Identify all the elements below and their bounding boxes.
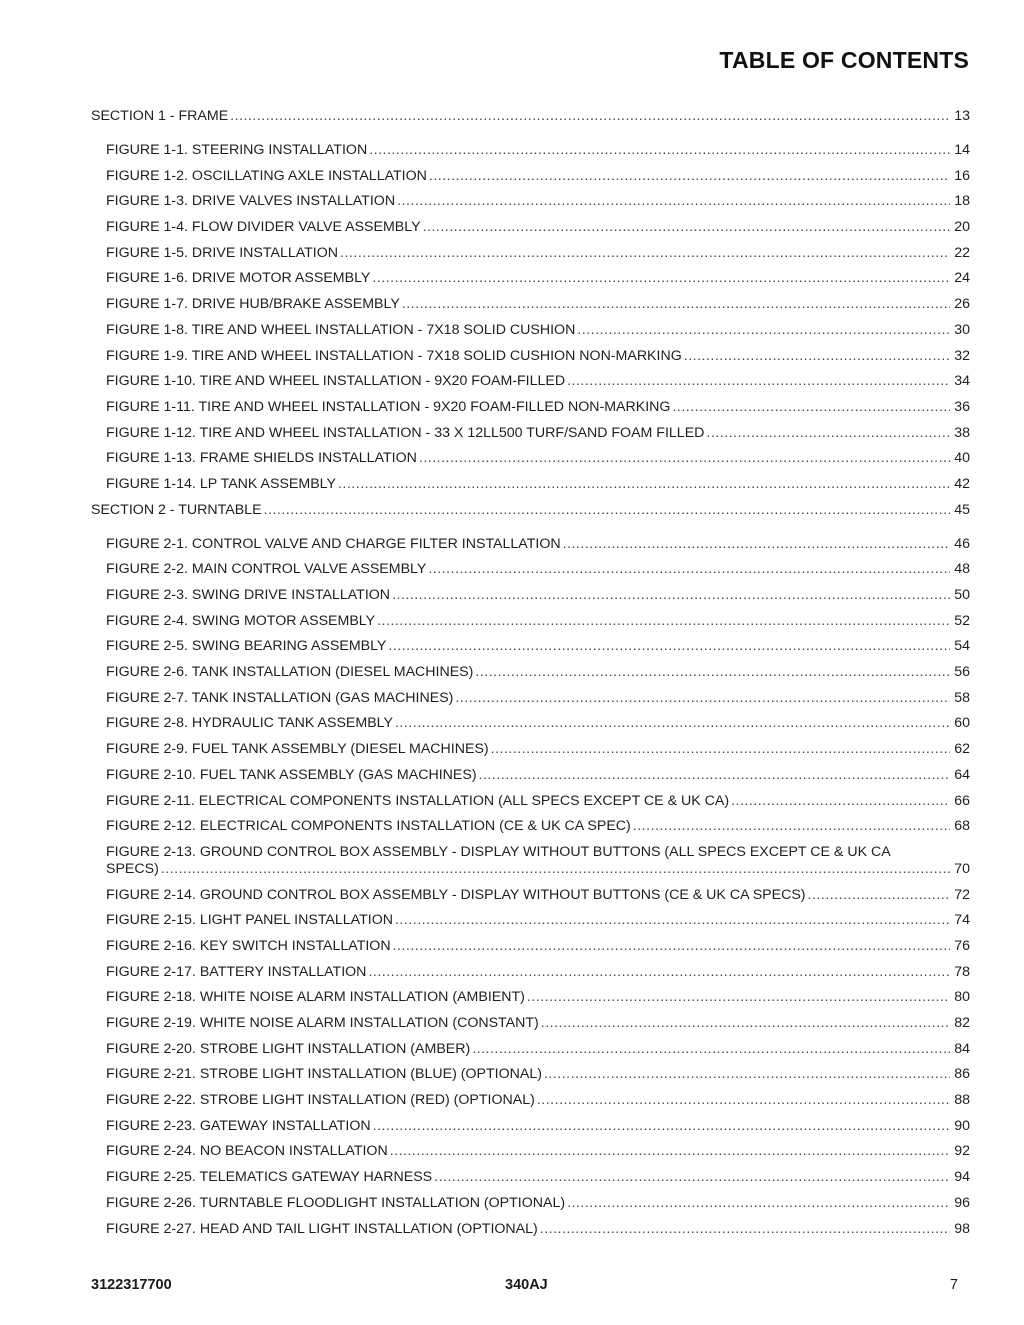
toc-entry-figure[interactable] [91, 245, 970, 262]
toc-entry-page: 74 [954, 912, 970, 929]
toc-entry-page: 46 [954, 535, 970, 552]
dot-leader [388, 638, 950, 655]
toc-entry-figure[interactable] [91, 536, 970, 553]
toc-entry-title: FIGURE 2-18. WHITE NOISE ALARM INSTALLATION (AMBIENT) [106, 989, 525, 1006]
toc-entry-title: FIGURE 2-15. LIGHT PANEL INSTALLATION [106, 912, 393, 929]
page-number: 7 [949, 1277, 958, 1293]
dot-leader [402, 296, 950, 313]
toc-entry-title: FIGURE 2-7. TANK INSTALLATION (GAS MACHINES) [106, 689, 454, 706]
dot-leader [472, 1041, 950, 1058]
dot-leader [567, 1195, 950, 1212]
toc-entry-page: 20 [954, 219, 970, 236]
toc-entry-title: FIGURE 2-22. STROBE LIGHT INSTALLATION (RED) (OPTIONAL) [106, 1092, 535, 1109]
toc-entry-figure[interactable] [91, 373, 970, 390]
dot-leader [633, 818, 950, 835]
toc-entry-page: 56 [954, 664, 970, 681]
dot-leader [541, 1015, 950, 1032]
toc-entry-figure[interactable] [91, 1092, 970, 1109]
toc-entry-page: 52 [954, 612, 970, 629]
dot-leader [419, 450, 950, 467]
dot-leader [434, 1169, 950, 1186]
dot-leader [479, 767, 950, 784]
model-name: 340AJ [505, 1277, 548, 1293]
toc-entry-figure[interactable] [91, 270, 970, 287]
dot-leader [392, 587, 950, 604]
toc-entry-title: FIGURE 2-23. GATEWAY INSTALLATION [106, 1117, 371, 1134]
toc-entry-title: FIGURE 2-8. HYDRAULIC TANK ASSEMBLY [106, 715, 393, 732]
toc-entry-title: FIGURE 1-4. FLOW DIVIDER VALVE ASSEMBLY [106, 219, 421, 236]
toc-entry-figure[interactable] [91, 348, 970, 365]
toc-entry-title: FIGURE 2-13. GROUND CONTROL BOX ASSEMBLY - DISPLAY WITHOUT BUTTONS (ALL SPECS EXCEPT CE & UK CA [106, 843, 891, 860]
dot-leader [577, 322, 950, 339]
dot-leader [428, 561, 950, 578]
toc-entry-figure[interactable] [91, 741, 970, 758]
toc-entry-title: FIGURE 2-14. GROUND CONTROL BOX ASSEMBLY - DISPLAY WITHOUT BUTTONS (CE & UK CA SPECS) [106, 886, 806, 903]
toc-entry-page: 48 [954, 561, 970, 578]
table-of-contents [91, 108, 970, 1246]
toc-entry-page: 66 [954, 792, 970, 809]
toc-entry-title: FIGURE 2-21. STROBE LIGHT INSTALLATION (BLUE) (OPTIONAL) [106, 1066, 542, 1083]
dot-leader [340, 245, 950, 262]
toc-entry-title: FIGURE 2-24. NO BEACON INSTALLATION [106, 1143, 388, 1160]
toc-entry-page: 58 [954, 689, 970, 706]
toc-entry-page: 18 [954, 193, 970, 210]
toc-entry-figure[interactable] [91, 912, 970, 929]
toc-entry-figure[interactable] [91, 1041, 970, 1058]
toc-entry-title: FIGURE 1-14. LP TANK ASSEMBLY [106, 475, 336, 492]
toc-entry-page: 76 [954, 937, 970, 954]
toc-entry-title: FIGURE 2-26. TURNTABLE FLOODLIGHT INSTALLATION (OPTIONAL) [106, 1194, 566, 1211]
toc-entry-page: 96 [954, 1194, 970, 1211]
toc-entry-page: 98 [954, 1220, 970, 1237]
toc-entry-figure[interactable] [91, 1143, 970, 1160]
toc-entry-figure[interactable] [91, 425, 970, 442]
toc-entry-figure[interactable] [91, 1195, 970, 1212]
toc-entry-title: FIGURE 1-2. OSCILLATING AXLE INSTALLATION [106, 167, 427, 184]
toc-entry-title: FIGURE 1-13. FRAME SHIELDS INSTALLATION [106, 450, 417, 467]
toc-entry-title: FIGURE 1-5. DRIVE INSTALLATION [106, 244, 339, 261]
toc-entry-page: 38 [954, 424, 970, 441]
dot-leader [544, 1066, 950, 1083]
page-footer [91, 1277, 958, 1297]
toc-entry-figure[interactable] [91, 844, 970, 878]
toc-entry-figure[interactable] [91, 1221, 970, 1238]
toc-entry-title: FIGURE 2-1. CONTROL VALVE AND CHARGE FILTER INSTALLATION [106, 535, 561, 552]
toc-entry-figure[interactable] [91, 664, 970, 681]
dot-leader [373, 1118, 950, 1135]
toc-entry-figure[interactable] [91, 168, 970, 185]
dot-leader [684, 348, 950, 365]
toc-entry-figure[interactable] [91, 296, 970, 313]
dot-leader [338, 476, 950, 493]
toc-entry-page: 62 [954, 741, 970, 758]
toc-entry-page: 82 [954, 1015, 970, 1031]
toc-entry-title: FIGURE 1-3. DRIVE VALVES INSTALLATION [106, 193, 396, 210]
toc-entry-figure[interactable] [91, 561, 970, 578]
dot-leader [161, 861, 950, 878]
toc-entry-figure[interactable] [91, 1169, 970, 1186]
toc-entry-figure[interactable] [91, 767, 970, 784]
toc-entry-title: FIGURE 2-4. SWING MOTOR ASSEMBLY [106, 612, 376, 629]
dot-leader [672, 399, 950, 416]
toc-entry-title: FIGURE 2-12. ELECTRICAL COMPONENTS INSTALLATION (CE & UK CA SPEC) [106, 818, 631, 835]
toc-entry-figure[interactable] [91, 399, 970, 416]
toc-entry-title: FIGURE 1-11. TIRE AND WHEEL INSTALLATION - 9X20 FOAM-FILLED NON-MARKING [106, 398, 671, 415]
dot-leader [491, 741, 950, 758]
dot-leader [395, 912, 950, 929]
dot-leader [395, 715, 950, 732]
toc-entry-title: FIGURE 2-5. SWING BEARING ASSEMBLY [106, 638, 387, 655]
toc-entry-page: 88 [954, 1092, 970, 1109]
toc-entry-title: FIGURE 2-17. BATTERY INSTALLATION [106, 963, 367, 980]
dot-leader [429, 168, 950, 185]
toc-entry-figure[interactable] [91, 1066, 970, 1083]
toc-entry-title: SECTION 2 - TURNTABLE [91, 501, 262, 518]
toc-entry-page: 45 [954, 501, 970, 518]
toc-entry-figure[interactable] [91, 989, 970, 1006]
toc-entry-page: 30 [954, 321, 970, 338]
dot-leader [264, 502, 950, 519]
toc-entry-title: FIGURE 2-10. FUEL TANK ASSEMBLY (GAS MACHINES) [106, 766, 477, 783]
toc-entry-figure[interactable] [91, 638, 970, 655]
dot-leader [455, 690, 950, 707]
toc-entry-page: 70 [954, 860, 970, 877]
toc-entry-title: FIGURE 2-25. TELEMATICS GATEWAY HARNESS [106, 1169, 433, 1186]
toc-entry-figure[interactable] [91, 142, 970, 159]
toc-entry-section[interactable] [91, 502, 970, 519]
toc-entry-page: 14 [954, 142, 970, 158]
toc-entry-page: 34 [954, 373, 970, 390]
toc-entry-figure[interactable] [91, 715, 970, 732]
toc-entry-page: 94 [954, 1169, 970, 1186]
toc-entry-page: 36 [954, 398, 970, 415]
dot-leader [230, 108, 950, 125]
toc-entry-figure[interactable] [91, 964, 970, 981]
toc-entry-figure[interactable] [91, 322, 970, 339]
toc-entry-figure[interactable] [91, 938, 970, 955]
toc-entry-page: 84 [954, 1040, 970, 1057]
toc-entry-title-continued: SPECS) [106, 860, 159, 877]
toc-entry-title: FIGURE 1-8. TIRE AND WHEEL INSTALLATION - 7X18 SOLID CUSHION [106, 321, 576, 338]
dot-leader [475, 664, 950, 681]
dot-leader [368, 964, 950, 981]
toc-entry-page: 60 [954, 715, 970, 732]
page-title: TABLE OF CONTENTS [719, 47, 969, 73]
toc-entry-figure[interactable] [91, 1118, 970, 1135]
toc-entry-page: 72 [954, 886, 970, 903]
toc-entry-figure[interactable] [91, 587, 970, 604]
dot-leader [563, 536, 950, 553]
dot-leader [372, 270, 950, 287]
toc-entry-page: 78 [954, 963, 970, 980]
toc-entry-figure[interactable] [91, 613, 970, 630]
dot-leader [537, 1092, 950, 1109]
toc-entry-page: 32 [954, 347, 970, 364]
toc-entry-page: 90 [954, 1117, 970, 1134]
toc-entry-page: 80 [954, 989, 970, 1006]
toc-entry-title: SECTION 1 - FRAME [91, 108, 229, 124]
toc-entry-page: 42 [954, 475, 970, 492]
toc-entry-title: FIGURE 2-2. MAIN CONTROL VALVE ASSEMBLY [106, 561, 427, 578]
dot-leader [393, 938, 950, 955]
dot-leader [369, 142, 950, 159]
dot-leader [567, 373, 950, 390]
toc-entry-title: FIGURE 1-1. STEERING INSTALLATION [106, 142, 368, 158]
toc-entry-title: FIGURE 2-20. STROBE LIGHT INSTALLATION (AMBER) [106, 1040, 471, 1057]
dot-leader [808, 887, 950, 904]
dot-leader [527, 989, 950, 1006]
toc-entry-title: FIGURE 1-9. TIRE AND WHEEL INSTALLATION - 7X18 SOLID CUSHION NON-MARKING [106, 347, 682, 364]
toc-entry-title: FIGURE 2-19. WHITE NOISE ALARM INSTALLATION (CONSTANT) [106, 1015, 539, 1031]
toc-entry-figure[interactable] [91, 1015, 970, 1032]
toc-entry-page: 92 [954, 1143, 970, 1160]
dot-leader [540, 1221, 950, 1238]
toc-entry-title: FIGURE 2-11. ELECTRICAL COMPONENTS INSTALLATION (ALL SPECS EXCEPT CE & UK CA) [106, 792, 730, 809]
toc-entry-figure[interactable] [91, 690, 970, 707]
toc-entry-title: FIGURE 2-3. SWING DRIVE INSTALLATION [106, 587, 391, 603]
toc-entry-figure[interactable] [91, 193, 970, 210]
toc-entry-figure[interactable] [91, 450, 970, 467]
toc-entry-section[interactable] [91, 108, 970, 125]
toc-entry-page: 50 [954, 587, 970, 603]
toc-entry-figure[interactable] [91, 219, 970, 236]
toc-entry-page: 68 [954, 818, 970, 835]
toc-entry-title: FIGURE 2-27. HEAD AND TAIL LIGHT INSTALLATION (OPTIONAL) [106, 1220, 538, 1237]
dot-leader [731, 793, 950, 810]
toc-entry-title: FIGURE 1-6. DRIVE MOTOR ASSEMBLY [106, 270, 371, 287]
toc-entry-title: FIGURE 2-9. FUEL TANK ASSEMBLY (DIESEL MACHINES) [106, 741, 489, 758]
toc-entry-page: 26 [954, 296, 970, 313]
toc-entry-title: FIGURE 1-12. TIRE AND WHEEL INSTALLATION - 33 X 12LL500 TURF/SAND FOAM FILLED [106, 424, 705, 441]
dot-leader [706, 425, 950, 442]
toc-entry-title: FIGURE 1-7. DRIVE HUB/BRAKE ASSEMBLY [106, 296, 400, 313]
toc-entry-figure[interactable] [91, 818, 970, 835]
dot-leader [377, 613, 950, 630]
toc-entry-page: 40 [954, 450, 970, 467]
toc-entry-figure[interactable] [91, 887, 970, 904]
toc-entry-page: 22 [954, 244, 970, 261]
dot-leader [423, 219, 950, 236]
toc-entry-page: 86 [954, 1066, 970, 1083]
toc-entry-title: FIGURE 1-10. TIRE AND WHEEL INSTALLATION - 9X20 FOAM-FILLED [106, 373, 566, 390]
toc-entry-page: 54 [954, 638, 970, 655]
toc-entry-figure[interactable] [91, 793, 970, 810]
toc-entry-figure[interactable] [91, 476, 970, 493]
toc-entry-title: FIGURE 2-16. KEY SWITCH INSTALLATION [106, 937, 391, 954]
toc-entry-page: 64 [954, 766, 970, 783]
toc-entry-page: 16 [954, 167, 970, 184]
toc-entry-title: FIGURE 2-6. TANK INSTALLATION (DIESEL MACHINES) [106, 664, 474, 681]
document-number: 3122317700 [91, 1277, 172, 1293]
toc-entry-page: 13 [954, 108, 970, 124]
dot-leader [390, 1143, 950, 1160]
toc-entry-page: 24 [954, 270, 970, 287]
dot-leader [397, 193, 950, 210]
